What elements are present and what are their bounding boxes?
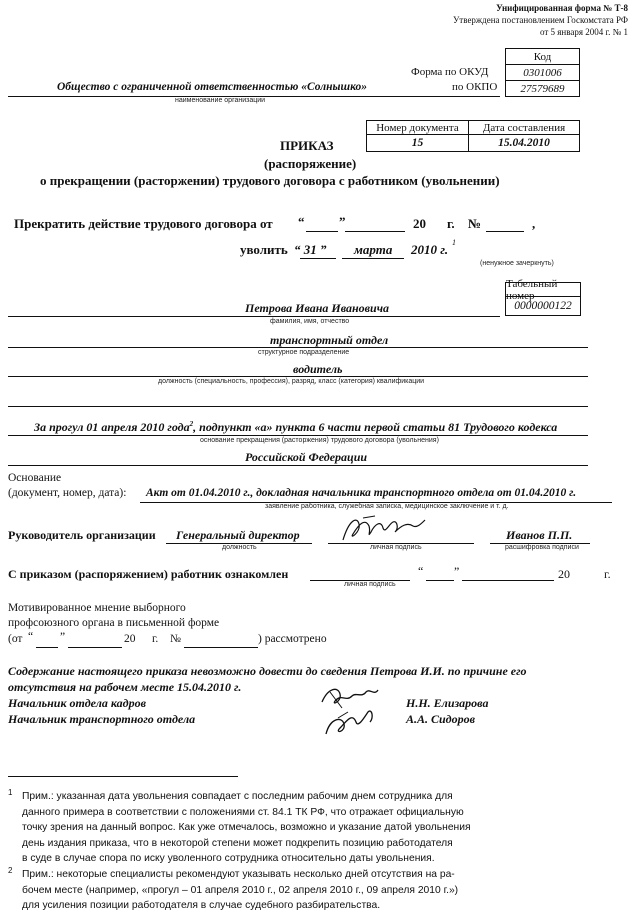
note-hr-name: Н.Н. Елизарова <box>406 696 489 710</box>
employee-name-line <box>8 316 500 317</box>
department-caption: структурное подразделение <box>258 349 350 356</box>
union-line-1: Мотивированное мнение выборного <box>8 602 186 614</box>
footnote-2-line: для усиления позиции работодателя в случае судебного разбирательства. <box>22 900 381 911</box>
doc-about: о прекращении (расторжении) трудового договора с работником (увольнении) <box>40 173 500 188</box>
grounds-text-2: , подпункт «а» пункта 6 части первой статьи 81 Трудового кодекса <box>193 420 558 434</box>
approved-date: от 5 января 2004 г. № 1 <box>539 27 628 37</box>
grounds-caption: основание прекращения (расторжения) трудового договора (увольнения) <box>200 437 439 444</box>
form-title: Унифицированная форма № Т-8 <box>496 3 628 13</box>
grounds-text-3: Российской Федерации <box>245 450 368 464</box>
dismiss-month-line <box>342 258 404 259</box>
terminate-comma: , <box>532 216 536 231</box>
department-line <box>8 347 588 348</box>
code-header: Код <box>505 48 580 65</box>
dismiss-footnote-ref: 1 <box>452 238 456 247</box>
doc-date-value: 15.04.2010 <box>468 134 580 152</box>
footnote-2 <box>22 867 458 914</box>
union-day-line <box>36 647 58 648</box>
head-position: Генеральный директор <box>176 528 300 542</box>
dismiss-day: “ 31 ” <box>294 242 327 257</box>
footnote-2-mark: 2 <box>8 866 13 875</box>
union-line-2: профсоюзного органа в письменной форме <box>8 617 220 629</box>
organization-name: Общество с ограниченной ответственностью «Солнышко» <box>57 81 367 93</box>
head-signature-caption: личная подпись <box>370 544 422 551</box>
grounds-footnote-ref: 2 <box>189 420 194 428</box>
terminate-num-sign: № <box>468 216 482 231</box>
head-label: Руководитель организации <box>8 528 156 542</box>
dismiss-label: уволить <box>240 242 288 257</box>
acquainted-day-line <box>426 580 454 581</box>
employee-name: Петрова Ивана Ивановича <box>245 301 389 315</box>
union-year-suffix: г. <box>152 633 159 645</box>
terminate-q1: “ <box>298 214 305 229</box>
union-from: (от <box>8 633 23 645</box>
position-caption: должность (специальность, профессия), разряд, класс (категория) квалификации <box>158 378 425 385</box>
grounds-line <box>8 435 588 436</box>
footnote-2-line: Прим.: некоторые специалисты рекомендуют указывать несколько дней отсутствия на ра- <box>22 869 455 880</box>
tab-number-value: 0000000122 <box>505 296 581 316</box>
doc-date-header: Дата составления <box>468 120 580 135</box>
dismiss-day-line <box>300 258 336 259</box>
acquainted-q2: ” <box>454 564 460 578</box>
employee-name-caption: фамилия, имя, отчество <box>270 318 350 325</box>
okud-value: 0301006 <box>505 64 580 81</box>
organization-caption: наименование организации <box>175 97 266 104</box>
note-signatures-image <box>312 682 392 742</box>
dismiss-caption: (ненужное зачеркнуть) <box>480 260 554 267</box>
okpo-value: 27579689 <box>505 80 580 97</box>
acquainted-month-line <box>462 580 554 581</box>
footnote-1 <box>22 789 471 867</box>
footnote-1-line: день издания приказа, что в некоторой степени может подкрепить позицию работодателя <box>22 837 453 849</box>
footnote-1-line: Прим.: указанная дата увольнения совпадает с последним рабочим днем сотрудника для <box>22 791 453 802</box>
tab-number-header: Табельный номер <box>505 282 581 297</box>
union-month-line <box>68 647 122 648</box>
union-year: 20 <box>124 633 136 645</box>
footnote-1-line: точку зрения на данный вопрос. Как уже отмечалось, возможно и указание датой увольнения <box>22 822 471 833</box>
acquainted-year-suffix: г. <box>604 567 611 581</box>
note-line-1: Содержание настоящего приказа невозможно довести до сведения Петрова И.И. по причине его <box>8 664 527 678</box>
doc-num-header: Номер документа <box>366 120 469 135</box>
acquainted-signature-caption: личная подпись <box>344 581 396 588</box>
union-num-sign: № <box>170 633 181 645</box>
footnote-1-line: в суде в случае спора по иску уволенного сотрудника относительно даты увольнения. <box>22 853 435 864</box>
union-q1: “ <box>28 631 34 643</box>
footnote-1-mark: 1 <box>8 788 13 797</box>
employee-position: водитель <box>293 362 343 376</box>
footnote-1-line: данного примера в соответствии с положениями ст. 84.1 ТК РФ, что отражает официальную <box>22 806 464 818</box>
note-line-2: отсутствия на рабочем месте 15.04.2010 г. <box>8 680 242 694</box>
terminate-year: 20 <box>413 216 426 231</box>
position-line-2 <box>8 406 588 407</box>
note-dept-name: А.А. Сидоров <box>406 712 475 726</box>
union-q2: ” <box>60 631 66 643</box>
grounds-text-1: За прогул 01 апреля 2010 года <box>34 420 190 434</box>
union-num-line <box>184 647 258 648</box>
note-hr-label: Начальник отдела кадров <box>8 696 146 710</box>
acquainted-label: С приказом (распоряжением) работник ознакомлен <box>8 567 289 581</box>
basis-label-2: (документ, номер, дата): <box>8 487 127 499</box>
terminate-month-line <box>345 231 405 232</box>
grounds-text <box>34 420 557 435</box>
terminate-q2: ” <box>339 214 346 229</box>
basis-label: Основание <box>8 472 62 484</box>
okpo-label: по ОКПО <box>452 81 498 93</box>
doc-num-value: 15 <box>366 134 469 152</box>
basis-caption: заявление работника, служебная записка, медицинское заключение и т. д. <box>265 503 509 510</box>
head-position-caption: должность <box>222 544 257 551</box>
acquainted-year: 20 <box>558 567 570 581</box>
doc-subtitle: (распоряжение) <box>264 156 357 171</box>
okud-label: Форма по ОКУД <box>411 66 489 78</box>
terminate-num-line <box>486 231 524 232</box>
footnote-2-line: бочем месте (например, «прогул – 01 апреля 2010 г., 02 апреля 2010 г., 09 апреля 2010 г.») <box>22 884 459 896</box>
position-line <box>8 376 588 377</box>
acquainted-q1: “ <box>418 564 424 578</box>
note-dept-label: Начальник транспортного отдела <box>8 712 196 726</box>
terminate-year-suffix: г. <box>447 216 455 231</box>
employee-department: транспортный отдел <box>270 333 389 347</box>
union-reviewed: ) рассмотрено <box>258 633 327 645</box>
head-name-caption: расшифровка подписи <box>505 544 579 551</box>
approved-line: Утверждена постановлением Госкомстата РФ <box>452 15 628 25</box>
footnote-separator <box>8 776 238 777</box>
terminate-label: Прекратить действие трудового договора от <box>14 216 273 231</box>
dismiss-month: марта <box>354 242 393 257</box>
basis-value: Акт от 01.04.2010 г., докладная начальника транспортного отдела от 01.04.2010 г. <box>146 487 577 499</box>
head-name: Иванов П.П. <box>506 528 573 542</box>
dismiss-year: 2010 г. <box>411 242 449 257</box>
grounds-line-2 <box>8 465 588 466</box>
terminate-day-line <box>306 231 338 232</box>
doc-title: ПРИКАЗ <box>280 138 334 153</box>
